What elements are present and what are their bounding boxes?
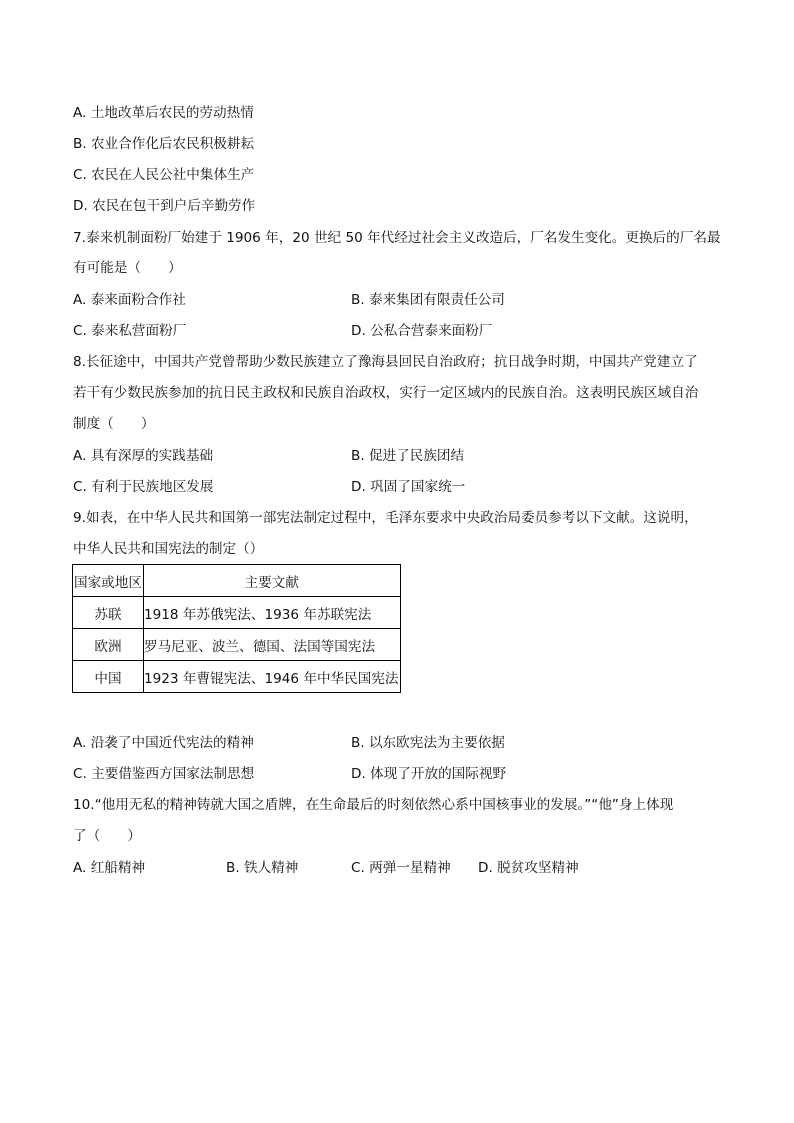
q10-stem-line1: 10.“他用无私的精神铸就大国之盾牌，在生命最后的时刻依然心系中国核事业的发展。”“他”身上体现 bbox=[73, 797, 674, 813]
q9-option-b: B. 以东欧宪法为主要依据 bbox=[351, 735, 505, 751]
q10-option-c: C. 两弹一星精神 bbox=[351, 860, 451, 876]
q8-stem-line3: 制度（ ） bbox=[73, 416, 155, 432]
q8-option-b: B. 促进了民族团结 bbox=[351, 448, 465, 464]
q6-option-d: D. 农民在包干到户后辛勤劳作 bbox=[73, 198, 256, 214]
q8-stem-line1: 8.长征途中，中国共产党曾帮助少数民族建立了豫海县回民自治政府；抗日战争时期，中国共产党建立了 bbox=[73, 354, 698, 370]
table-cell-region: 中国 bbox=[73, 661, 144, 693]
q7-option-c: C. 泰来私营面粉厂 bbox=[73, 323, 187, 339]
table-row bbox=[73, 597, 401, 629]
q7-stem-line2: 有可能是（ ） bbox=[73, 260, 182, 276]
q10-option-d: D. 脱贫攻坚精神 bbox=[478, 860, 579, 876]
q8-option-c: C. 有利于民族地区发展 bbox=[73, 479, 214, 495]
q8-option-d: D. 巩固了国家统一 bbox=[351, 479, 466, 495]
q10-option-a: A. 红船精神 bbox=[73, 860, 146, 876]
q7-stem-line1: 7.泰来机制面粉厂始建于 1906 年，20 世纪 50 年代经过社会主义改造后，厂名发生变化。更换后的厂名最 bbox=[73, 230, 721, 246]
q10-stem-line2: 了（ ） bbox=[73, 828, 141, 844]
q9-option-c: C. 主要借鉴西方国家法制思想 bbox=[73, 766, 255, 782]
q8-stem-line2: 若干有少数民族参加的抗日民主政权和民族自治政权，实行一定区域内的民族自治。这表明民族区域自治 bbox=[73, 385, 699, 401]
q9-option-a: A. 沿袭了中国近代宪法的精神 bbox=[73, 735, 254, 751]
q6-option-c: C. 农民在人民公社中集体生产 bbox=[73, 167, 255, 183]
table-header-region: 国家或地区 bbox=[73, 565, 144, 597]
table-row bbox=[73, 661, 401, 693]
q6-option-a: A. 土地改革后农民的劳动热情 bbox=[73, 105, 254, 121]
table-header-documents: 主要文献 bbox=[143, 565, 400, 597]
table-header-row bbox=[73, 565, 401, 597]
table-cell-region: 苏联 bbox=[73, 597, 144, 629]
q6-option-b: B. 农业合作化后农民积极耕耘 bbox=[73, 136, 255, 152]
q9-documents-table bbox=[72, 564, 401, 693]
table-row bbox=[73, 629, 401, 661]
q8-option-a: A. 具有深厚的实践基础 bbox=[73, 448, 214, 464]
q9-stem-line2: 中华人民共和国宪法的制定（） bbox=[73, 541, 264, 557]
q7-option-a: A. 泰来面粉合作社 bbox=[73, 292, 186, 308]
q7-option-d: D. 公私合营泰来面粉厂 bbox=[351, 323, 493, 339]
q10-option-b: B. 铁人精神 bbox=[226, 860, 299, 876]
table-cell-documents: 罗马尼亚、波兰、德国、法国等国宪法 bbox=[143, 629, 400, 661]
table-cell-documents: 1918 年苏俄宪法、1936 年苏联宪法 bbox=[143, 597, 400, 629]
table-cell-region: 欧洲 bbox=[73, 629, 144, 661]
q9-option-d: D. 体现了开放的国际视野 bbox=[351, 766, 507, 782]
q9-stem-line1: 9.如表，在中华人民共和国第一部宪法制定过程中，毛泽东要求中央政治局委员参考以下文献。这说明， bbox=[73, 510, 698, 526]
q7-option-b: B. 泰来集团有限责任公司 bbox=[351, 292, 505, 308]
table-cell-documents: 1923 年曹锟宪法、1946 年中华民国宪法 bbox=[143, 661, 400, 693]
